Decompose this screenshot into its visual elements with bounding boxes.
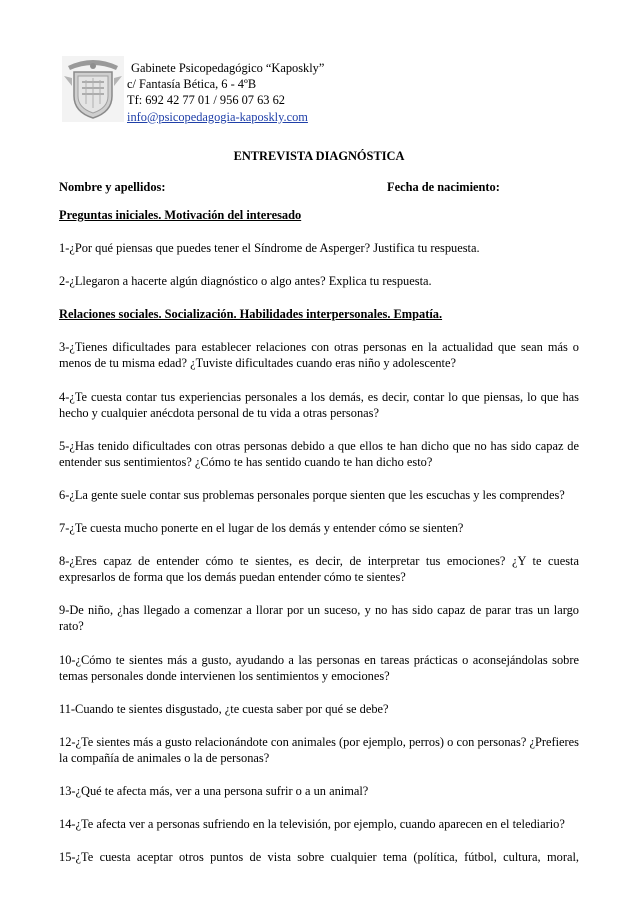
question-item: 6-¿La gente suele contar sus problemas personales porque sienten que les escuchas y les comprendes? bbox=[59, 487, 565, 502]
question-item: 11-Cuando te sientes disgustado, ¿te cuesta saber por qué se debe? bbox=[59, 701, 389, 716]
birthdate-field-label: Fecha de nacimiento: bbox=[387, 180, 500, 194]
office-address: c/ Fantasía Bética, 6 - 4ºB bbox=[127, 77, 257, 92]
question-list bbox=[59, 207, 579, 882]
question-item: 12-¿Te sientes más a gusto relacionándote con animales (por ejemplo, perros) o con personas? ¿Prefieres la compañía de animales o la de personas? bbox=[59, 734, 579, 765]
question-item: 3-¿Tienes dificultades para establecer relaciones con otras personas en la actualidad que sean más o menos de tu misma edad? ¿Tuviste dificultades cuando eras niño y adolescente? bbox=[59, 340, 579, 371]
question-item: 9-De niño, ¿has llegado a comenzar a llorar por un suceso, y no has sido capaz de parar tras un largo rato? bbox=[59, 603, 579, 634]
question-item: 13-¿Qué te afecta más, ver a una persona sufrir o a un animal? bbox=[59, 783, 369, 798]
question-item: 15-¿Te cuesta aceptar otros puntos de vista sobre cualquier tema (política, fútbol, cultura, moral, bbox=[59, 850, 579, 865]
question-item: 1-¿Por qué piensas que puedes tener el Síndrome de Asperger? Justifica tu respuesta. bbox=[59, 241, 480, 256]
section-heading: Relaciones sociales. Socialización. Habilidades interpersonales. Empatía. bbox=[59, 307, 443, 322]
name-field-label: Nombre y apellidos: bbox=[59, 180, 166, 194]
document-title: ENTREVISTA DIAGNÓSTICA bbox=[233, 149, 405, 163]
question-item: 4-¿Te cuesta contar tus experiencias personales a los demás, es decir, contar lo que piensas, lo que has hecho y cualquier anécdota personal de tu vida a otras personas? bbox=[59, 389, 579, 420]
letterhead bbox=[127, 60, 324, 125]
email-link[interactable]: info@psicopedagogia-kaposkly.com bbox=[127, 109, 308, 124]
question-item: 2-¿Llegaron a hacerte algún diagnóstico o algo antes? Explica tu respuesta. bbox=[59, 274, 432, 289]
question-item: 8-¿Eres capaz de entender cómo te sientes, es decir, de interpretar tus emociones? ¿Y te cuesta expresarlos de forma que los demás puedan entender cómo te sientes? bbox=[59, 554, 579, 585]
crest-logo-icon bbox=[62, 56, 124, 122]
question-item: 5-¿Has tenido dificultades con otras personas debido a que ellos te han dicho que no has sido capaz de entender sus sentimientos? ¿Cómo te has sentido cuando te han dicho esto? bbox=[59, 438, 579, 469]
question-item: 10-¿Cómo te sientes más a gusto, ayudando a las personas en tareas prácticas o aconsejándolas sobre temas personales donde intervienen los sentimientos y emociones? bbox=[59, 652, 579, 683]
section-heading: Preguntas iniciales. Motivación del interesado bbox=[59, 208, 302, 222]
office-phone: Tf: 692 42 77 01 / 956 07 63 62 bbox=[127, 93, 285, 108]
question-item: 14-¿Te afecta ver a personas sufriendo en la televisión, por ejemplo, cuando aparecen en el telediario? bbox=[59, 817, 565, 832]
form-fields-row bbox=[59, 180, 579, 195]
office-name: Gabinete Psicopedagógico “Kaposkly” bbox=[131, 61, 325, 75]
question-item: 7-¿Te cuesta mucho ponerte en el lugar de los demás y entender cómo se sienten? bbox=[59, 521, 464, 536]
